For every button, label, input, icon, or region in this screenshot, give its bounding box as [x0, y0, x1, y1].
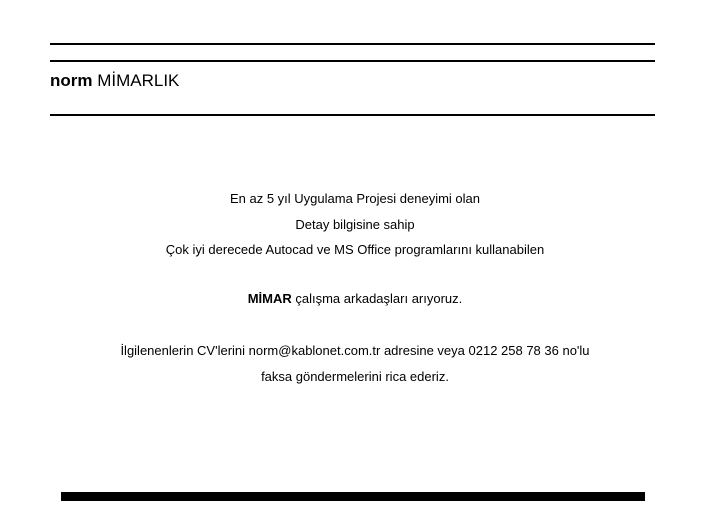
role-description: çalışma arkadaşları arıyoruz. — [291, 291, 463, 306]
requirement-software: Çok iyi derecede Autocad ve MS Office programlarını kullanabilen — [165, 242, 545, 257]
closing-line: faksa göndermelerini rica ederiz. — [261, 369, 449, 384]
header-top-rule — [50, 60, 655, 62]
brand-bold: norm — [50, 71, 93, 90]
requirement-experience: En az 5 yıl Uygulama Projesi deneyimi olan — [229, 191, 480, 206]
company-name — [50, 71, 179, 91]
header-bottom-rule — [50, 114, 655, 116]
requirement-detail: Detay bilgisine sahip — [295, 217, 415, 232]
role-title: MİMAR — [247, 291, 292, 306]
top-rule — [50, 43, 655, 45]
footer-bar — [61, 492, 645, 501]
brand-rest: MİMARLIK — [92, 71, 180, 90]
contact-line: İlgilenenlerin CV'lerini norm@kablonet.com.tr adresine veya 0212 258 78 36 no'lu — [120, 343, 590, 358]
role-line — [0, 291, 710, 307]
